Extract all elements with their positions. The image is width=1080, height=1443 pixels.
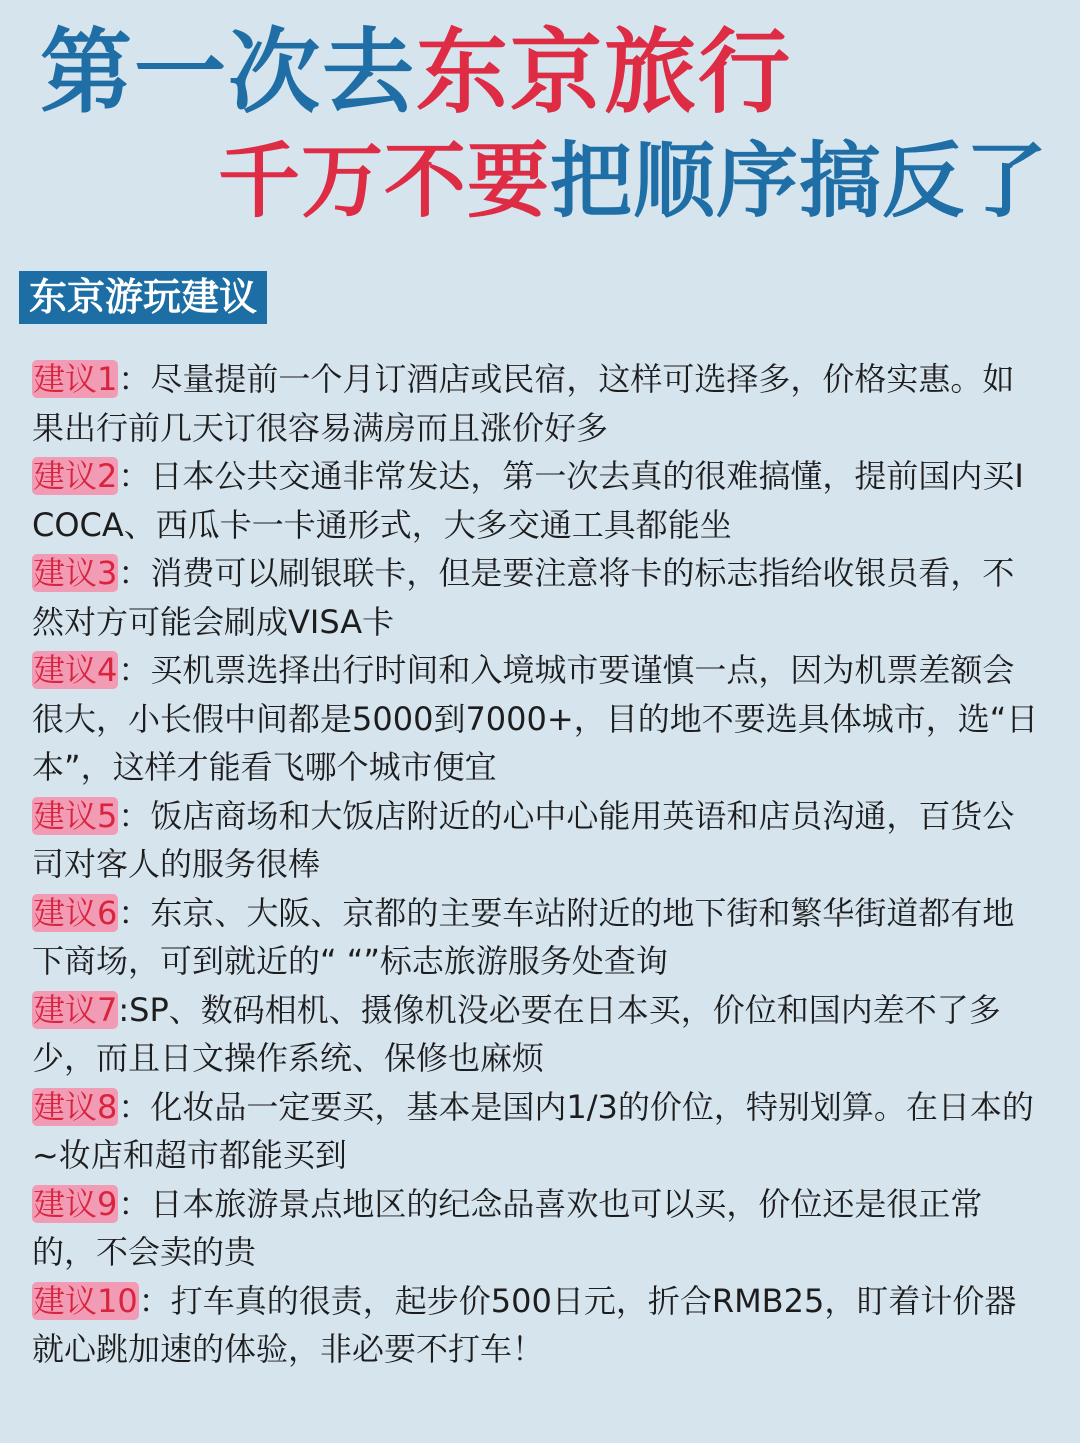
- section-label: 东京游玩建议: [19, 271, 267, 324]
- tip-text: 化妆品一定要买，基本是国内1/3的价位，特别划算。在日本的~妆店和超市都能买到: [32, 1087, 1034, 1174]
- tip-separator: :: [118, 990, 130, 1029]
- tip-separator: ：: [118, 457, 151, 495]
- title-line-1: [40, 18, 792, 128]
- tip-item: [32, 549, 1042, 646]
- tips-list: [32, 355, 1042, 1374]
- title-line-1-red: 东京旅行: [416, 19, 793, 126]
- tip-label: 建议10: [33, 1281, 138, 1320]
- tip-separator: ：: [138, 1281, 171, 1320]
- tip-label: 建议1: [33, 360, 118, 398]
- tip-label: 建议9: [33, 1184, 118, 1223]
- tip-label: 建议4: [33, 651, 118, 689]
- tip-text: 日本公共交通非常发达，第一次去真的很难搞懂，提前国内买ICOCA、西瓜卡一卡通形式，大多交通工具都能坐: [32, 457, 1024, 544]
- tip-label: 建议7: [33, 990, 118, 1029]
- tip-separator: ：: [118, 360, 151, 398]
- tip-text: 买机票选择出行时间和入境城市要谨慎一点，因为机票差额会很大，小长假中间都是5000到7000+，目的地不要选具体城市，选“日本”，这样才能看飞哪个城市便宜: [32, 651, 1039, 786]
- title-line-2-blue: 把顺序搞反了: [550, 134, 1049, 229]
- tip-separator: ：: [118, 796, 151, 835]
- tip-label: 建议3: [33, 554, 118, 592]
- tip-item: [32, 1083, 1042, 1180]
- tip-text: 消费可以刷银联卡，但是要注意将卡的标志指给收银员看，不然对方可能会刷成VISA卡: [32, 554, 1015, 641]
- tip-text: 饭店商场和大饭店附近的心中心能用英语和店员沟通，百货公司对客人的服务很棒: [32, 796, 1015, 883]
- title-line-2-red: 千万不要: [218, 134, 551, 229]
- tip-separator: ：: [118, 1184, 151, 1223]
- tip-text: 打车真的很责，起步价500日元，折合RMB25，盯着计价器就心跳加速的体验，非必要不打车！: [32, 1281, 1017, 1368]
- title-line-2: [218, 132, 1048, 232]
- title-block: [0, 0, 1080, 250]
- tip-label: 建议2: [33, 457, 118, 495]
- tip-item: [32, 646, 1042, 792]
- tip-label: 建议5: [33, 796, 118, 835]
- tip-item: [32, 1277, 1042, 1374]
- tip-item: [32, 1180, 1042, 1277]
- tip-text: 日本旅游景点地区的纪念品喜欢也可以买，价位还是很正常的，不会卖的贵: [32, 1184, 983, 1271]
- tip-item: [32, 986, 1042, 1083]
- tip-text: SP、数码相机、摄像机没必要在日本买，价位和国内差不了多少，而且日文操作系统、保修也麻烦: [32, 990, 1001, 1077]
- tip-separator: ：: [118, 893, 151, 932]
- tip-separator: ：: [118, 651, 151, 689]
- tip-item: [32, 355, 1042, 452]
- tip-text: 东京、大阪、京都的主要车站附近的地下街和繁华街道都有地下商场，可到就近的“ “”标志旅游服务处查询: [32, 893, 1015, 980]
- tip-item: [32, 792, 1042, 889]
- tip-label: 建议6: [33, 893, 118, 932]
- tip-label: 建议8: [33, 1087, 118, 1126]
- tip-separator: ：: [118, 554, 151, 592]
- tip-item: [32, 889, 1042, 986]
- title-line-1-blue: 第一次去: [40, 19, 417, 126]
- tip-item: [32, 452, 1042, 549]
- tip-separator: ：: [118, 1087, 151, 1126]
- tip-text: 尽量提前一个月订酒店或民宿，这样可选择多，价格实惠。如果出行前几天订很容易满房而且涨价好多: [32, 360, 1015, 447]
